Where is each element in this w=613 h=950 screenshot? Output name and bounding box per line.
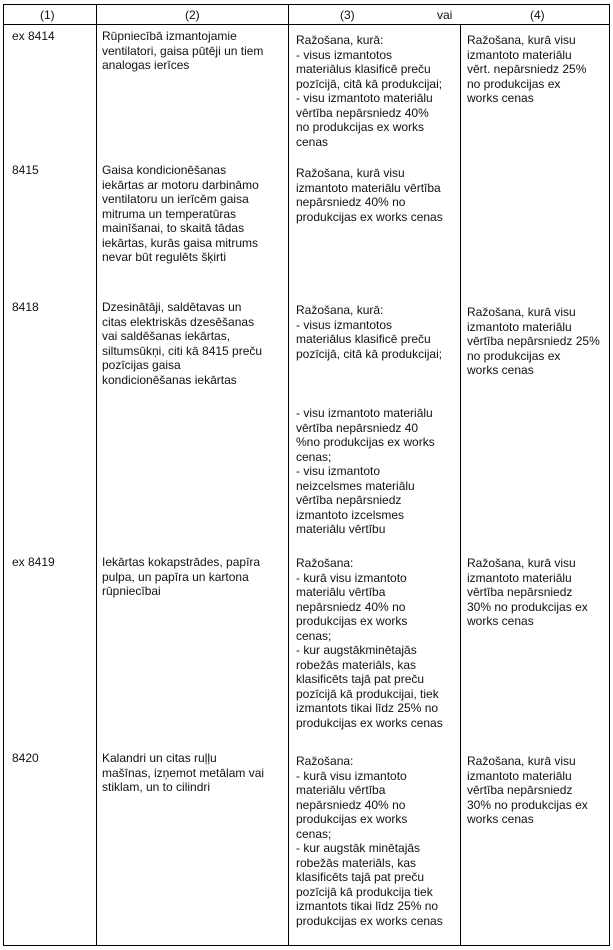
row-4-rule-col4: Ražošana, kurā visu izmantoto materiālu vērtība nepārsniedz 30% no produkcijas ex works cenas bbox=[467, 556, 588, 628]
table-left-border bbox=[3, 4, 4, 946]
row-1-rule-col4: Ražošana, kurā visu izmantoto materiālu vērt. nepārsniedz 25% no produkcijas ex works cenas bbox=[467, 33, 587, 105]
row-2-code: 8415 bbox=[12, 163, 39, 177]
header-col-1: (1) bbox=[40, 8, 55, 22]
row-5-rule-col3: Ražošana: - kurā visu izmantoto materiālu vērtība nepārsniedz 40% no produkcijas ex works cenas; - kur augstāk minētajās robežās materiāls, kas klasificēts tajā pat preču pozīcijā kā produkcija tiek izmantots tikai līdz 25% no produkcijas ex works cenas bbox=[296, 754, 443, 928]
table-right-border bbox=[609, 4, 610, 946]
row-3-code: 8418 bbox=[12, 300, 39, 314]
row-5-code: 8420 bbox=[12, 751, 39, 765]
column-divider-2-3 bbox=[288, 4, 289, 946]
table-bottom-border bbox=[3, 945, 610, 946]
row-1-code: ex 8414 bbox=[12, 29, 55, 43]
header-vai: vai bbox=[437, 8, 453, 22]
row-1-rule-col3: Ražošana, kurā: - visus izmantotos materiālus klasificē preču pozīcijā, citā kā produkcijai; - visu izmantoto materiālu vērtība nepārsniedz 40% no produkcijas ex works cenas bbox=[296, 33, 443, 149]
header-bottom-border bbox=[3, 24, 610, 25]
header-col-4: (4) bbox=[530, 8, 545, 22]
row-2-rule-col3: Ražošana, kurā visu izmantoto materiālu vērtība nepārsniedz 40% no produkcijas ex works cenas bbox=[296, 166, 443, 224]
column-divider-3-4 bbox=[460, 24, 461, 946]
row-4-code: ex 8419 bbox=[12, 555, 55, 569]
table-top-border bbox=[3, 4, 610, 5]
row-5-description: Kalandri un citas ruļļu mašīnas, izņemot metālam vai stiklam, un to cilindri bbox=[102, 751, 265, 794]
column-divider-1-2 bbox=[96, 4, 97, 946]
row-1-description: Rūpniecībā izmantojamie ventilatori, gaisa pūtēji un tiem analogas ierīces bbox=[102, 29, 264, 72]
row-4-description: Iekārtas kokapstrādes, papīra pulpa, un papīra un kartona rūpniecībai bbox=[102, 555, 261, 598]
header-col-3: (3) bbox=[340, 8, 355, 22]
row-3-rule-col4: Ražošana, kurā visu izmantoto materiālu vērtība nepārsniedz 25% no produkcijas ex works cenas bbox=[467, 305, 600, 377]
row-3-rule-col3: Ražošana, kurā: - visus izmantotos materiālus klasificē preču pozīcijā, citā kā produkcijai; bbox=[296, 303, 443, 361]
row-4-rule-col3: Ražošana: - kurā visu izmantoto materiālu vērtība nepārsniedz 40% no produkcijas ex works cenas; - kur augstākminētajās robežās materiāls, kas klasificēts tajā pat preču pozīcijā kā produkcijai, tiek izmantots tikai līdz 25% no produkcijas ex works cenas bbox=[296, 556, 443, 730]
row-3-rule-col3-continued: - visu izmantoto materiālu vērtība nepārsniedz 40 %no produkcijas ex works cenas; - visu izmantoto neizcelsmes materiālu vērtība nepārsniedz izmantoto izcelsmes materiālu vērtību bbox=[296, 406, 435, 536]
row-3-description: Dzesinātāji, saldētavas un citas elektriskās dzesēšanas vai saldēšanas iekārtas, siltumsūkņi, citi kā 8415 preču pozīcijas gaisa kondicionēšanas iekārtas bbox=[102, 300, 263, 387]
row-2-description: Gaisa kondicionēšanas iekārtas ar motoru darbināmo ventilatoru un ierīcēm gaisa mitruma un temperatūras mainīšanai, to skaitā tādas iekārtas, kurās gaisa mitrums nevar būt regulēts šķirti bbox=[102, 163, 259, 264]
header-col-2: (2) bbox=[185, 8, 200, 22]
row-5-rule-col4: Ražošana, kurā visu izmantoto materiālu vērtība nepārsniedz 30% no produkcijas ex works cenas bbox=[467, 754, 588, 826]
